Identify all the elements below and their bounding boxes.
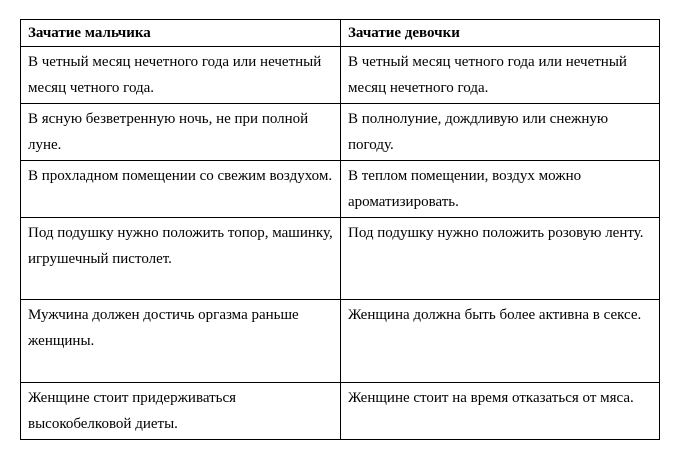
table-row — [21, 161, 660, 218]
table-cell-girl: Под подушку нужно положить розовую ленту. — [341, 218, 660, 300]
table-cell-girl: В теплом помещении, воздух можно ароматизировать. — [341, 161, 660, 218]
table-row — [21, 104, 660, 161]
table-cell-girl: В полнолуние, дождливую или снежную погоду. — [341, 104, 660, 161]
header-cell-boy: Зачатие мальчика — [21, 20, 341, 47]
table-cell-girl: В четный месяц четного года или нечетный месяц нечетного года. — [341, 47, 660, 104]
table-row — [21, 47, 660, 104]
table-cell-boy: Мужчина должен достичь оргазма раньше женщины. — [21, 300, 341, 383]
table-cell-girl: Женщина должна быть более активна в сексе. — [341, 300, 660, 383]
table-row — [21, 300, 660, 383]
table-cell-boy: В прохладном помещении со свежим воздухом. — [21, 161, 341, 218]
table-cell-boy: Под подушку нужно положить топор, машинку, игрушечный пистолет. — [21, 218, 341, 300]
conception-table — [20, 19, 660, 440]
table-cell-boy: Женщине стоит придерживаться высокобелковой диеты. — [21, 383, 341, 440]
table-row — [21, 218, 660, 300]
table-cell-boy: В ясную безветренную ночь, не при полной луне. — [21, 104, 341, 161]
table-header-row — [21, 20, 660, 47]
table-row — [21, 383, 660, 440]
table-cell-boy: В четный месяц нечетного года или нечетный месяц четного года. — [21, 47, 341, 104]
table-cell-girl: Женщине стоит на время отказаться от мяса. — [341, 383, 660, 440]
header-cell-girl: Зачатие девочки — [341, 20, 660, 47]
